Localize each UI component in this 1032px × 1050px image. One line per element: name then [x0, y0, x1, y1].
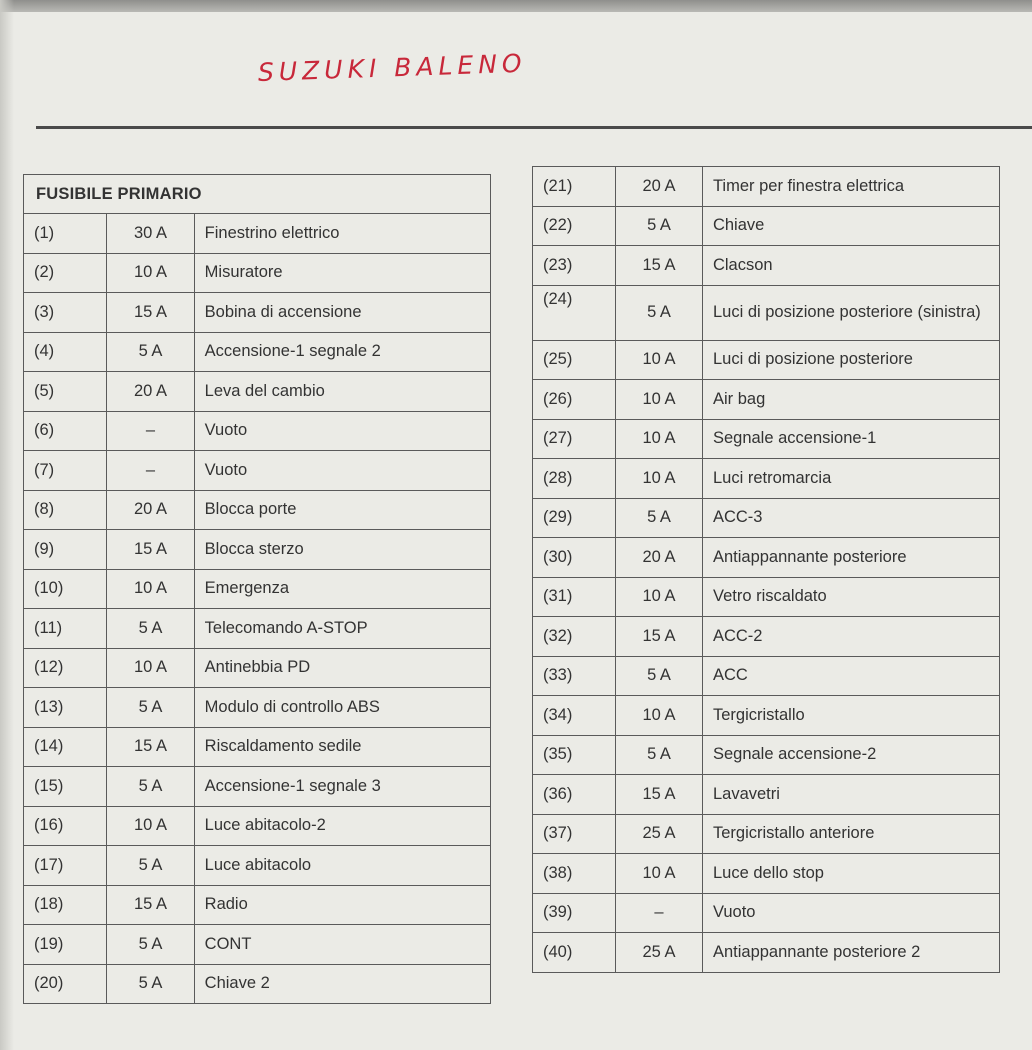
table-row	[24, 451, 491, 491]
fuse-amperage: 25 A	[616, 814, 703, 854]
fuse-number: (23)	[533, 246, 616, 286]
fuse-description: Luce abitacolo-2	[194, 806, 490, 846]
fuse-amperage: 10 A	[616, 419, 703, 459]
fuse-amperage: 5 A	[616, 656, 703, 696]
fuse-amperage: 20 A	[107, 490, 194, 530]
fuse-number: (19)	[24, 925, 107, 965]
table-row	[533, 340, 1000, 380]
table-row	[533, 893, 1000, 933]
fuse-description: Antiappannante posteriore 2	[702, 933, 999, 973]
fuse-number: (31)	[533, 577, 616, 617]
page-shadow	[0, 0, 14, 1050]
table-row	[24, 332, 491, 372]
table-row	[533, 206, 1000, 246]
fuse-description: Modulo di controllo ABS	[194, 688, 490, 728]
fuse-number: (20)	[24, 964, 107, 1004]
fuse-number: (4)	[24, 332, 107, 372]
fuse-number: (14)	[24, 727, 107, 767]
table-row	[533, 246, 1000, 286]
table-row	[24, 806, 491, 846]
fuse-description: Timer per finestra elettrica	[702, 167, 999, 207]
fuse-description: ACC-3	[702, 498, 999, 538]
fuse-amperage: 15 A	[616, 246, 703, 286]
fuse-table-secondary	[532, 166, 1000, 973]
fuse-amperage: 20 A	[616, 538, 703, 578]
table-header-row	[24, 175, 491, 214]
fuse-amperage: 20 A	[107, 372, 194, 412]
fuse-number: (15)	[24, 767, 107, 807]
fuse-number: (1)	[24, 214, 107, 254]
fuse-amperage: 10 A	[107, 569, 194, 609]
fuse-amperage: 5 A	[107, 767, 194, 807]
fuse-number: (39)	[533, 893, 616, 933]
fuse-amperage: 20 A	[616, 167, 703, 207]
fuse-amperage: 5 A	[107, 964, 194, 1004]
fuse-number: (10)	[24, 569, 107, 609]
fuse-number: (25)	[533, 340, 616, 380]
fuse-description: Luce dello stop	[702, 854, 999, 894]
fuse-description: Clacson	[702, 246, 999, 286]
fuse-number: (18)	[24, 885, 107, 925]
fuse-number: (27)	[533, 419, 616, 459]
fuse-description: Chiave	[702, 206, 999, 246]
table-row	[533, 498, 1000, 538]
fuse-number: (26)	[533, 380, 616, 420]
table-row	[533, 167, 1000, 207]
fuse-number: (13)	[24, 688, 107, 728]
fuse-amperage: 15 A	[616, 617, 703, 657]
table-row	[533, 419, 1000, 459]
fuse-amperage: –	[107, 411, 194, 451]
fuse-description: Luce abitacolo	[194, 846, 490, 886]
table-row	[533, 656, 1000, 696]
table-row	[24, 490, 491, 530]
fuse-amperage: –	[616, 893, 703, 933]
fuse-number: (29)	[533, 498, 616, 538]
fuse-amperage: 15 A	[107, 293, 194, 333]
fuse-amperage: 10 A	[616, 459, 703, 499]
table-row	[24, 411, 491, 451]
fuse-description: Segnale accensione-2	[702, 735, 999, 775]
fuse-number: (7)	[24, 451, 107, 491]
fuse-amperage: 5 A	[107, 609, 194, 649]
fuse-number: (40)	[533, 933, 616, 973]
table-row	[24, 767, 491, 807]
scan-edge	[0, 0, 1032, 12]
fuse-amperage: 15 A	[107, 530, 194, 570]
fuse-number: (5)	[24, 372, 107, 412]
table-row	[533, 775, 1000, 815]
table-row	[24, 372, 491, 412]
fuse-description: Telecomando A-STOP	[194, 609, 490, 649]
fuse-description: Luci di posizione posteriore (sinistra)	[702, 285, 999, 340]
table-row	[24, 530, 491, 570]
fuse-description: Luci retromarcia	[702, 459, 999, 499]
fuse-description: Vetro riscaldato	[702, 577, 999, 617]
fuse-description: Vuoto	[194, 411, 490, 451]
table-row	[24, 846, 491, 886]
table-row	[24, 293, 491, 333]
fuse-description: Radio	[194, 885, 490, 925]
table-row	[24, 925, 491, 965]
fuse-amperage: 25 A	[616, 933, 703, 973]
fuse-number: (36)	[533, 775, 616, 815]
fuse-number: (8)	[24, 490, 107, 530]
fuse-description: CONT	[194, 925, 490, 965]
fuse-amperage: 5 A	[616, 498, 703, 538]
fuse-number: (3)	[24, 293, 107, 333]
table-title: FUSIBILE PRIMARIO	[24, 175, 491, 214]
table-row	[24, 688, 491, 728]
table-row	[24, 648, 491, 688]
table-row	[533, 933, 1000, 973]
table-row	[533, 538, 1000, 578]
fuse-amperage: 10 A	[107, 648, 194, 688]
fuse-amperage: 5 A	[107, 688, 194, 728]
fuse-amperage: 5 A	[107, 925, 194, 965]
fuse-description: Emergenza	[194, 569, 490, 609]
fuse-description: Antiappannante posteriore	[702, 538, 999, 578]
fuse-description: Finestrino elettrico	[194, 214, 490, 254]
fuse-number: (2)	[24, 253, 107, 293]
fuse-amperage: 5 A	[107, 332, 194, 372]
fuse-amperage: 10 A	[107, 253, 194, 293]
fuse-number: (17)	[24, 846, 107, 886]
fuse-number: (32)	[533, 617, 616, 657]
fuse-number: (16)	[24, 806, 107, 846]
fuse-description: Tergicristallo	[702, 696, 999, 736]
table-row	[533, 577, 1000, 617]
fuse-amperage: 15 A	[107, 727, 194, 767]
fuse-number: (38)	[533, 854, 616, 894]
fuse-number: (30)	[533, 538, 616, 578]
fuse-description: Chiave 2	[194, 964, 490, 1004]
fuse-number: (22)	[533, 206, 616, 246]
fuse-description: Air bag	[702, 380, 999, 420]
table-row	[24, 609, 491, 649]
fuse-amperage: 15 A	[107, 885, 194, 925]
table-row	[533, 285, 1000, 340]
table-row	[24, 885, 491, 925]
fuse-amperage: 10 A	[616, 854, 703, 894]
fuse-amperage: 10 A	[107, 806, 194, 846]
fuse-amperage: 5 A	[616, 206, 703, 246]
fuse-amperage: 10 A	[616, 696, 703, 736]
table-row	[24, 569, 491, 609]
fuse-amperage: 10 A	[616, 577, 703, 617]
fuse-amperage: 15 A	[616, 775, 703, 815]
fuse-amperage: 30 A	[107, 214, 194, 254]
fuse-description: Accensione-1 segnale 3	[194, 767, 490, 807]
fuse-number: (35)	[533, 735, 616, 775]
fuse-number: (6)	[24, 411, 107, 451]
fuse-amperage: 5 A	[107, 846, 194, 886]
fuse-description: Accensione-1 segnale 2	[194, 332, 490, 372]
fuse-number: (12)	[24, 648, 107, 688]
fuse-number: (24)	[533, 285, 616, 340]
fuse-description: ACC	[702, 656, 999, 696]
fuse-description: Blocca sterzo	[194, 530, 490, 570]
fuse-number: (34)	[533, 696, 616, 736]
fuse-number: (11)	[24, 609, 107, 649]
fuse-amperage: 5 A	[616, 735, 703, 775]
header-rule	[36, 126, 1032, 129]
fuse-number: (33)	[533, 656, 616, 696]
fuse-description: Lavavetri	[702, 775, 999, 815]
fuse-amperage: 10 A	[616, 380, 703, 420]
fuse-description: Antinebbia PD	[194, 648, 490, 688]
fuse-description: Misuratore	[194, 253, 490, 293]
table-row	[24, 214, 491, 254]
handwritten-title: SUZUKI BALENO	[257, 48, 528, 87]
fuse-number: (21)	[533, 167, 616, 207]
table-row	[24, 727, 491, 767]
fuse-description: Riscaldamento sedile	[194, 727, 490, 767]
fuse-amperage: –	[107, 451, 194, 491]
fuse-amperage: 10 A	[616, 340, 703, 380]
fuse-description: Vuoto	[702, 893, 999, 933]
fuse-description: ACC-2	[702, 617, 999, 657]
fuse-number: (37)	[533, 814, 616, 854]
fuse-description: Segnale accensione-1	[702, 419, 999, 459]
fuse-amperage: 5 A	[616, 285, 703, 340]
fuse-number: (28)	[533, 459, 616, 499]
table-row	[24, 253, 491, 293]
fuse-table-primary	[23, 174, 491, 1004]
fuse-description: Leva del cambio	[194, 372, 490, 412]
fuse-description: Blocca porte	[194, 490, 490, 530]
fuse-description: Bobina di accensione	[194, 293, 490, 333]
fuse-description: Tergicristallo anteriore	[702, 814, 999, 854]
fuse-description: Vuoto	[194, 451, 490, 491]
fuse-description: Luci di posizione posteriore	[702, 340, 999, 380]
table-row	[533, 617, 1000, 657]
table-row	[24, 964, 491, 1004]
table-row	[533, 735, 1000, 775]
table-row	[533, 854, 1000, 894]
table-row	[533, 459, 1000, 499]
fuse-number: (9)	[24, 530, 107, 570]
table-row	[533, 814, 1000, 854]
table-row	[533, 380, 1000, 420]
table-row	[533, 696, 1000, 736]
